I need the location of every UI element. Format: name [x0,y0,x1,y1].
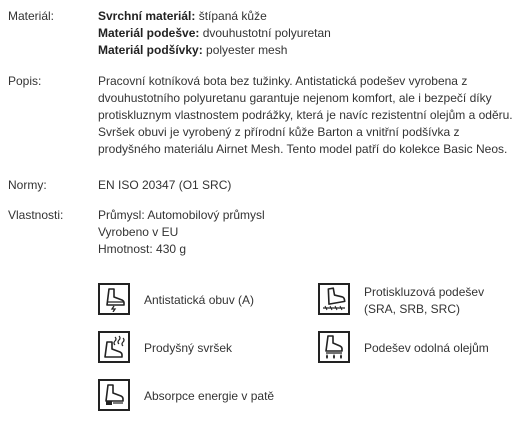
slip-resistant-sole-icon [318,283,350,315]
material-upper [98,8,511,25]
description-line: Pracovní kotníková bota bez tužinky. Antistatická podešev vyrobena z [98,74,468,88]
material-lining [98,42,511,59]
property-industry: Průmysl: Automobilový průmysl [98,208,265,222]
material-lining-name: Materiál podšívky: [98,43,203,57]
oil-resistant-sole-icon [318,331,350,363]
material-sole-name: Materiál podešve: [98,26,200,40]
description-line: prodyšného materiálu Airnet Mesh. Tento model patří do kolekce Basic Neos. [98,142,508,156]
description-text [98,73,511,158]
feature-slip-resistant [318,283,514,319]
norms-value: EN ISO 20347 (O1 SRC) [98,178,232,192]
feature-breathable [98,331,298,367]
property-origin: Vyrobeno v EU [98,225,179,239]
material-lining-value: polyester mesh [202,43,288,57]
description-line: protiskluznym vlastnostem podrážky, která je navíc rezistentní olejům a oděru. [98,108,513,122]
description-line: dvouhustotního polyuretanu garantuje nejenom komfort, ale i bezpečí díky [98,91,492,105]
properties-values [98,207,511,258]
feature-label-detail: (SRA, SRB, SRC) [364,302,461,316]
feature-label: Protiskluzová podešev [364,285,485,299]
heel-energy-absorption-icon [98,379,130,411]
feature-label: Absorpce energie v patě [144,389,275,403]
material-upper-name: Svrchní materiál: [98,9,196,23]
property-weight: Hmotnost: 430 g [98,242,187,256]
properties-label: Vlastnosti: [8,208,64,222]
feature-label: Podešev odolná olejům [364,341,489,355]
feature-energy-absorption [98,379,298,415]
description-label: Popis: [8,74,42,88]
feature-antistatic [98,283,298,319]
description-line: Svršek obuvi je vyrobený z přírodní kůže Barton a vnitřní podšívka z [98,125,460,139]
norms-label: Normy: [8,178,47,192]
feature-oil-resistant [318,331,514,367]
breathable-upper-icon [98,331,130,363]
antistatic-boot-icon [98,283,130,315]
material-label: Materiál: [8,9,55,23]
feature-label: Prodyšný svršek [144,341,233,355]
material-values [98,8,511,59]
feature-label: Antistatická obuv (A) [144,293,255,307]
material-sole [98,25,511,42]
material-upper-value: štípaná kůže [195,9,267,23]
material-sole-value: dvouhustotní polyuretan [199,26,331,40]
